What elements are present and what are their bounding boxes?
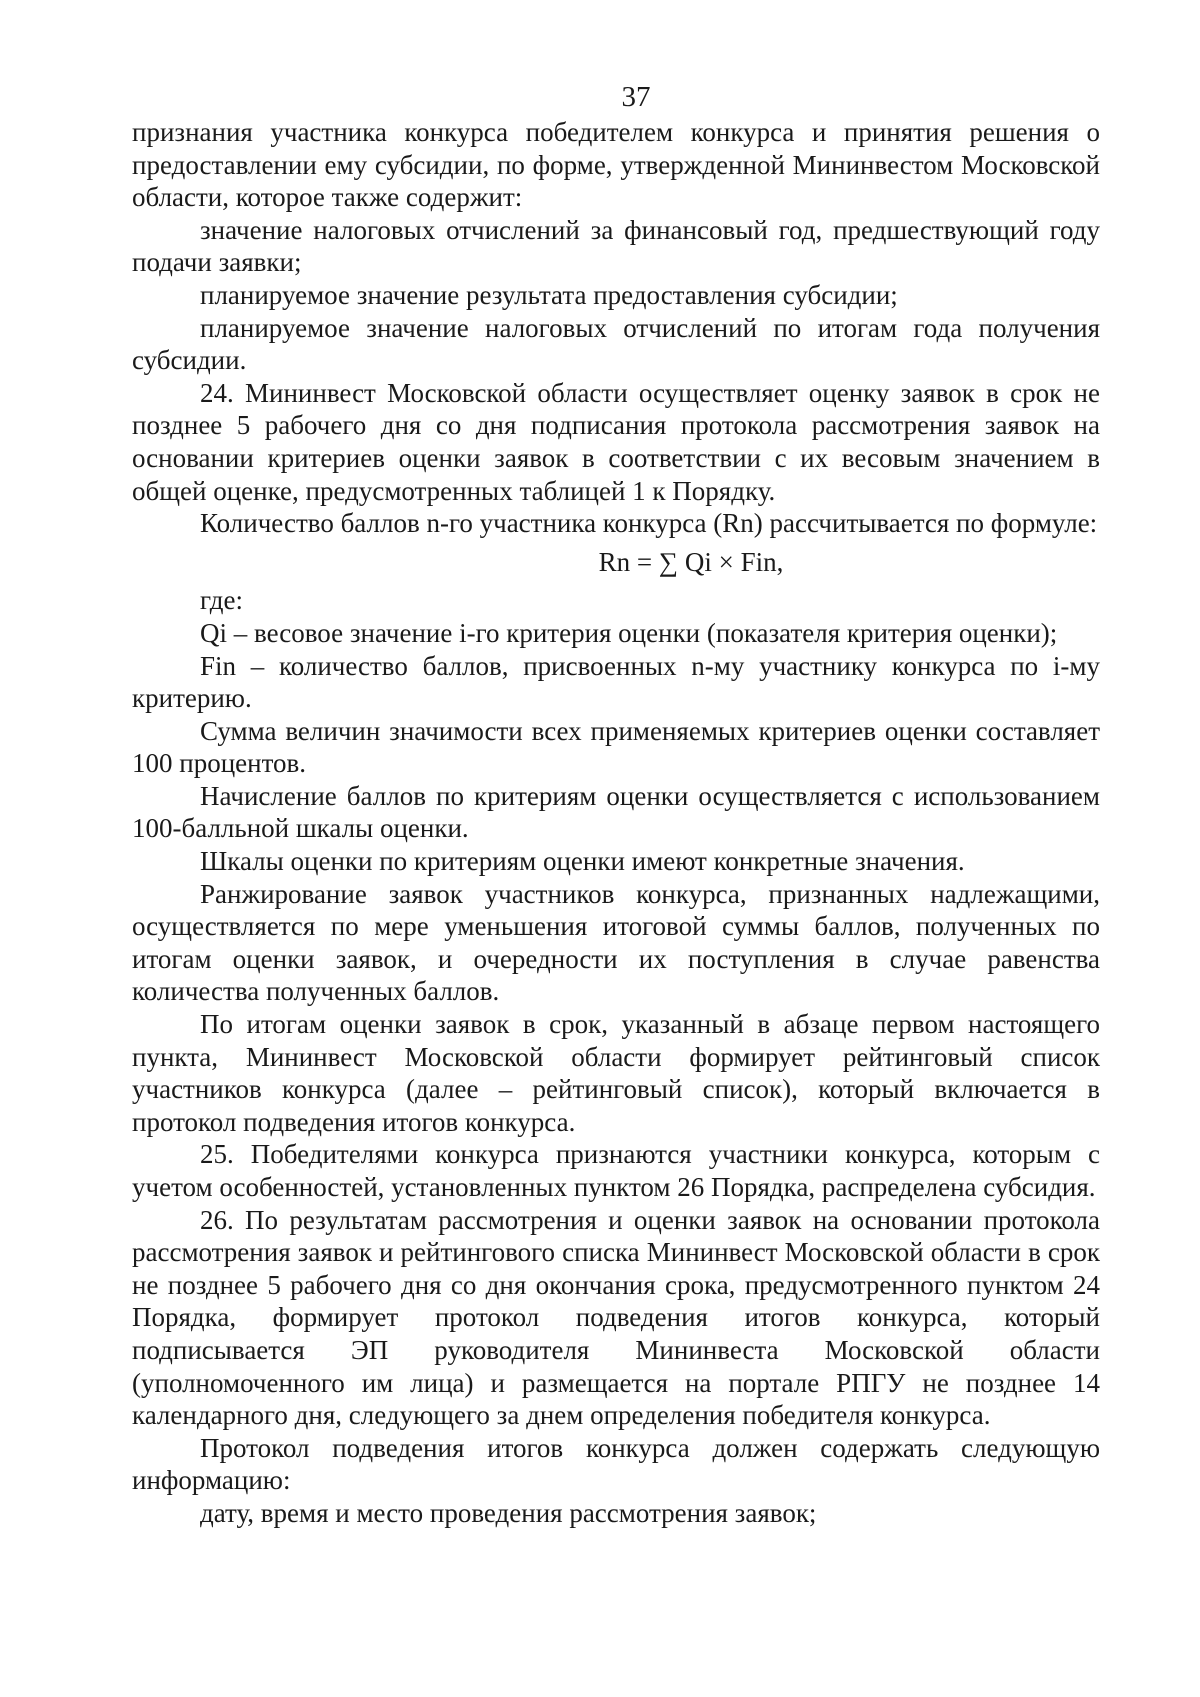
paragraph: 24. Мининвест Московской области осуществляет оценку заявок в срок не позднее 5 рабочего дня со дня подписания протокола рассмотрения заявок на основании критериев оценки заявок в соответствии с их весовым значением в общей оценке, предусмотренных таблицей 1 к Порядку. (132, 377, 1100, 506)
paragraph: признания участника конкурса победителем конкурса и принятия решения о предоставлении ему субсидии, по форме, утвержденной Мининвестом Московской области, которое также содержит: (132, 117, 1100, 213)
paragraph: Сумма величин значимости всех применяемых критериев оценки составляет 100 процентов. (132, 715, 1100, 779)
paragraph: Начисление баллов по критериям оценки осуществляется с использованием 100-балльной шкалы оценки. (132, 780, 1100, 844)
paragraph: дату, время и место проведения рассмотрения заявок; (200, 1497, 817, 1528)
paragraph: где: (200, 585, 243, 616)
paragraph: планируемое значение результата предоставления субсидии; (200, 279, 898, 310)
paragraph: значение налоговых отчислений за финансовый год, предшествующий году подачи заявки; (132, 214, 1100, 278)
paragraph: планируемое значение налоговых отчислений по итогам года получения субсидии. (132, 312, 1100, 376)
paragraph: Ранжирование заявок участников конкурса, признанных надлежащими, осуществляется по мере уменьшения итоговой суммы баллов, полученных по итогам оценки заявок, и очередности их поступления в случае равенства количества полученных баллов. (132, 878, 1100, 1007)
paragraph: 25. Победителями конкурса признаются участники конкурса, которым с учетом особенностей, установленных пунктом 26 Порядка, распределена субсидия. (132, 1139, 1100, 1202)
paragraph: Fin – количество баллов, присвоенных n-му участнику конкурса по i-му критерию. (132, 650, 1100, 714)
paragraph: Количество баллов n-го участника конкурса (Rn) рассчитывается по формуле: (200, 508, 1098, 539)
paragraph: По итогам оценки заявок в срок, указанный в абзаце первом настоящего пункта, Мининвест Московской области формирует рейтинговый список участников конкурса (далее – рейтинговый список), который включается в протокол подведения итогов конкурса. (132, 1009, 1100, 1137)
formula: Rn = ∑ Qi × Fin, (598, 546, 784, 577)
document-body (132, 116, 1100, 1530)
paragraph: 26. По результатам рассмотрения и оценки заявок на основании протокола рассмотрения заявок и рейтингового списка Мининвест Московской области в срок не позднее 5 рабочего дня со дня окончания срока, предусмотренного пунктом 24 Порядка, формирует протокол подведения итогов конкурса, который подписывается ЭП руководителя Мининвеста Московской области (уполномоченного им лица) и размещается на портале РПГУ не позднее 14 календарного дня, следующего за днем определения победителя конкурса. (132, 1204, 1100, 1431)
paragraph: Протокол подведения итогов конкурса должен содержать следующую информацию: (132, 1432, 1100, 1496)
paragraph: Шкалы оценки по критериям оценки имеют конкретные значения. (200, 846, 965, 877)
page-number: 37 (621, 81, 651, 113)
paragraph: Qi – весовое значение i-го критерия оценки (показателя критерия оценки); (200, 617, 1058, 648)
